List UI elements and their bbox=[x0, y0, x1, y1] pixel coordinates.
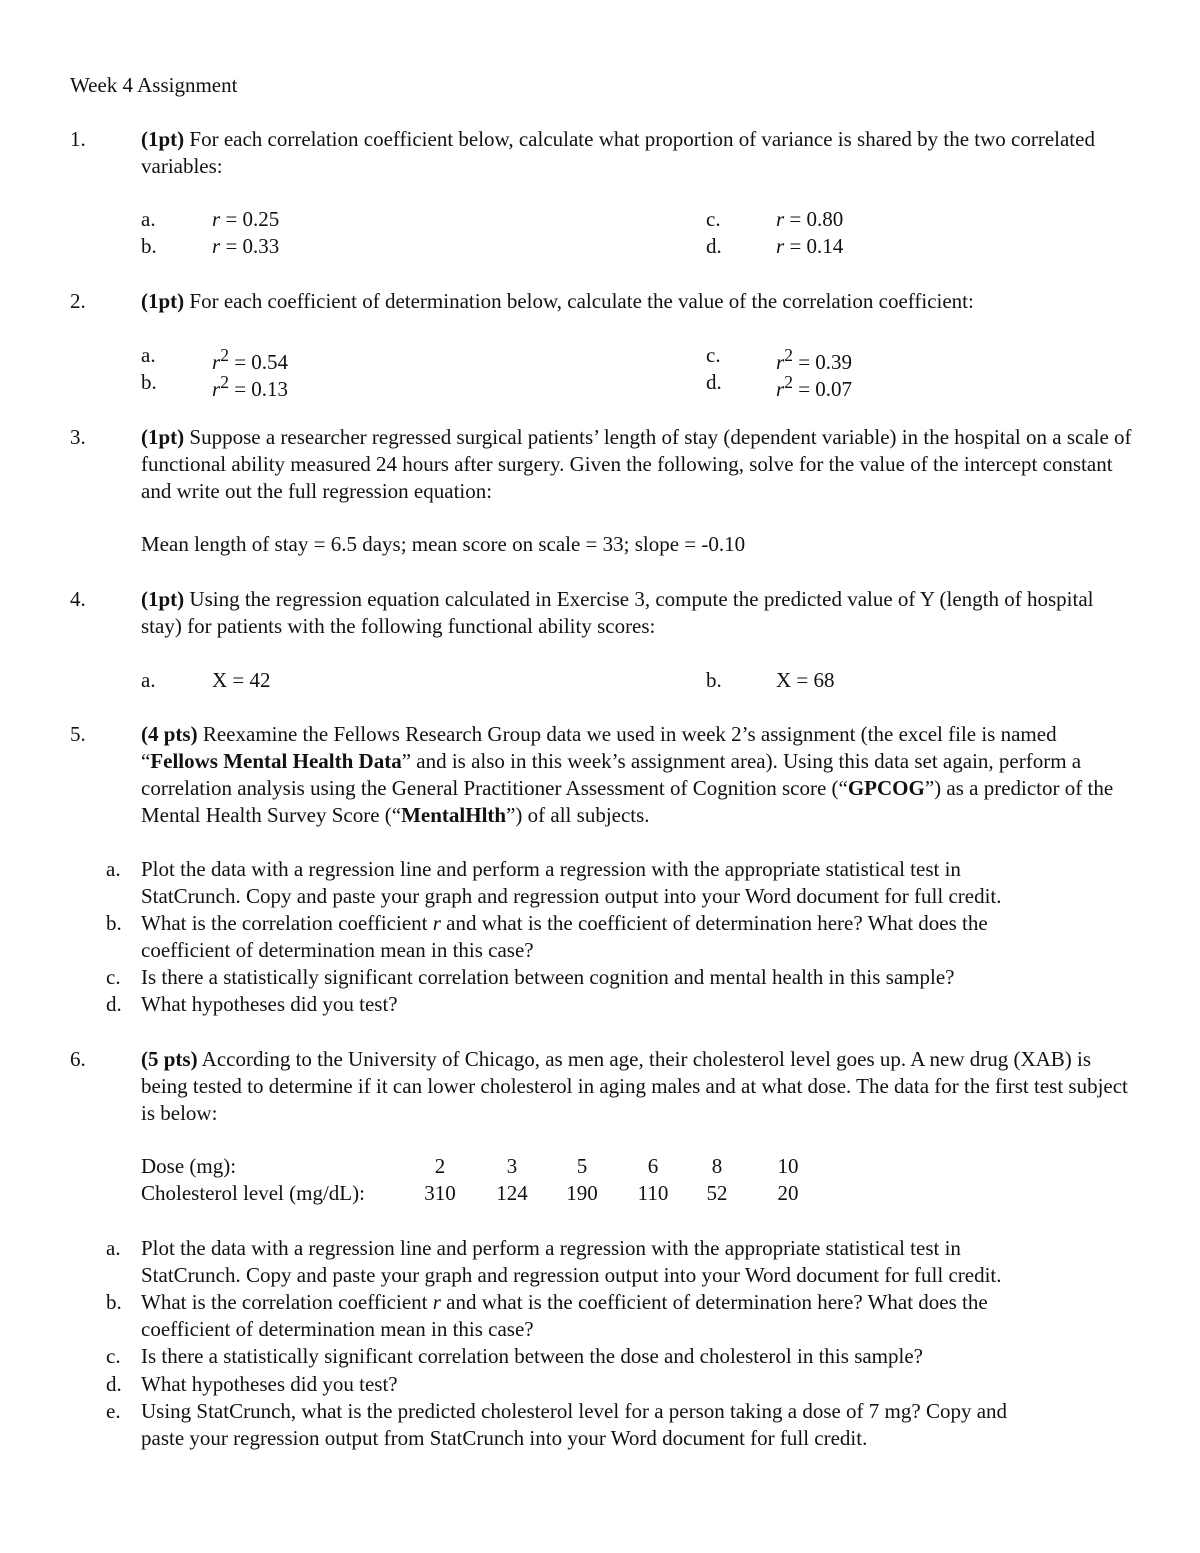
q3-text: Suppose a researcher regressed surgical patients’ length of stay (dependent variable) in the hospital on a scale of functional ability measured 24 hours after surgery. Given the following, solve for the value of the intercept constant and write out the full regression equation: bbox=[141, 425, 1132, 503]
q6-sub-b-line1: What is the correlation coefficient r and what is the coefficient of determination here? What does the bbox=[141, 1290, 988, 1314]
q4-item-b: X = 68 bbox=[776, 668, 835, 692]
q6-sub-a-letter: a. bbox=[106, 1236, 121, 1260]
q6-sub-e-line1: Using StatCrunch, what is the predicted cholesterol level for a person taking a dose of 7 mg? Copy and bbox=[141, 1399, 1008, 1423]
q1-item-a-letter: a. bbox=[141, 207, 156, 231]
q1-item-b: r = 0.33 bbox=[212, 234, 280, 258]
q4-text: Using the regression equation calculated in Exercise 3, compute the predicted value of Y (length of hospital stay) for patients with the following functional ability scores: bbox=[141, 587, 1094, 638]
q5-sub-a-letter: a. bbox=[106, 857, 121, 881]
q6-sub-b-line2: coefficient of determination mean in this case? bbox=[141, 1317, 534, 1341]
q1-item-c: r = 0.80 bbox=[776, 207, 844, 231]
q2-text: For each coefficient of determination below, calculate the value of the correlation coefficient: bbox=[184, 289, 974, 313]
q4-prompt bbox=[141, 586, 1136, 640]
q3-prompt bbox=[141, 424, 1136, 505]
q4-item-a-letter: a. bbox=[141, 668, 156, 692]
q6-sub-e-letter: e. bbox=[106, 1399, 121, 1423]
q5-sub-c-letter: c. bbox=[106, 965, 121, 989]
q6-cholesterol-cell: 52 bbox=[706, 1181, 728, 1205]
q2-item-a: $r^2 = 0.54$ bbox=[212, 345, 289, 374]
q6-cholesterol-cell: 190 bbox=[566, 1181, 598, 1205]
q6-cholesterol-cell: 110 bbox=[637, 1181, 669, 1205]
q1-item-d: r = 0.14 bbox=[776, 234, 844, 258]
q2-item-b: $r^2 = 0.13$ bbox=[212, 372, 289, 401]
q6-number: 6. bbox=[70, 1047, 86, 1071]
q6-dose-cell: 2 bbox=[434, 1154, 446, 1178]
q4-item-a: X = 42 bbox=[212, 668, 271, 692]
q6-cholesterol-cell: 20 bbox=[777, 1181, 799, 1205]
q6-sub-d-line1: What hypotheses did you test? bbox=[141, 1372, 398, 1396]
q1-number: 1. bbox=[70, 127, 86, 151]
q6-cholesterol-label: Cholesterol level (mg/dL): bbox=[141, 1181, 365, 1205]
q6-dose-cell: 5 bbox=[576, 1154, 588, 1178]
q6-sub-e-line2: paste your regression output from StatCrunch into your Word document for full credit. bbox=[141, 1426, 868, 1450]
q6-prompt bbox=[141, 1046, 1136, 1127]
q6-sub-c-line1: Is there a statistically significant correlation between the dose and cholesterol in this sample? bbox=[141, 1344, 923, 1368]
q2-prompt bbox=[141, 288, 974, 315]
document-title: Week 4 Assignment bbox=[70, 73, 238, 97]
q5-points: (4 pts) bbox=[141, 722, 198, 746]
q5-mentalhlth: MentalHlth bbox=[401, 803, 507, 827]
q3-given-values: Mean length of stay = 6.5 days; mean score on scale = 33; slope = -0.10 bbox=[141, 532, 746, 556]
q6-text: According to the University of Chicago, as men age, their cholesterol level goes up. A new drug (XAB) is being tested to determine if it can lower cholesterol in aging males and at what dose. The data for the first test subject is below: bbox=[141, 1047, 1128, 1125]
q3-points: (1pt) bbox=[141, 425, 185, 449]
q2-item-d-letter: d. bbox=[706, 370, 722, 394]
q1-item-c-letter: c. bbox=[706, 207, 721, 231]
q5-sub-a-line1: Plot the data with a regression line and perform a regression with the appropriate statistical test in bbox=[141, 857, 961, 881]
q1-points: (1pt) bbox=[141, 127, 185, 151]
q6-cholesterol-cell: 124 bbox=[496, 1181, 528, 1205]
q1-item-b-letter: b. bbox=[141, 234, 157, 258]
q6-sub-d-letter: d. bbox=[106, 1372, 122, 1396]
q6-dose-cell: 10 bbox=[777, 1154, 799, 1178]
q1-prompt bbox=[141, 126, 1131, 180]
q2-number: 2. bbox=[70, 289, 86, 313]
q6-cholesterol-cell: 310 bbox=[424, 1181, 456, 1205]
q4-points: (1pt) bbox=[141, 587, 185, 611]
q2-points: (1pt) bbox=[141, 289, 185, 313]
q5-sub-a-line2: StatCrunch. Copy and paste your graph and regression output into your Word document for full credit. bbox=[141, 884, 1002, 908]
q6-dose-label: Dose (mg): bbox=[141, 1154, 237, 1178]
q5-sub-b-line1: What is the correlation coefficient r and what is the coefficient of determination here? What does the bbox=[141, 911, 988, 935]
q5-file-name: Fellows Mental Health Data bbox=[150, 749, 402, 773]
q5-number: 5. bbox=[70, 722, 86, 746]
q6-dose-cell: 8 bbox=[711, 1154, 723, 1178]
q6-sub-b-letter: b. bbox=[106, 1290, 122, 1314]
q6-points: (5 pts) bbox=[141, 1047, 198, 1071]
q2-item-a-letter: a. bbox=[141, 343, 156, 367]
q5-sub-c-line1: Is there a statistically significant correlation between cognition and mental health in this sample? bbox=[141, 965, 955, 989]
q4-item-b-letter: b. bbox=[706, 668, 722, 692]
q5-sub-d-line1: What hypotheses did you test? bbox=[141, 992, 398, 1016]
q5-prompt: (4 pts) Reexamine the Fellows Research Group data we used in week 2’s assignment (the excel file is named “Fellows Mental Health Data” and is also in this week’s assignment area). Using this data set again, perform a correlation analysis using the General Practitioner Assessment of Cognition score (“GPCOG”) as a predictor of the Mental Health Survey Score (“MentalHlth”) of all subjects. bbox=[141, 722, 1114, 827]
q6-sub-a-line1: Plot the data with a regression line and perform a regression with the appropriate statistical test in bbox=[141, 1236, 961, 1260]
q2-item-d: $r^2 = 0.07$ bbox=[776, 372, 853, 401]
q6-dose-cell: 6 bbox=[647, 1154, 659, 1178]
q2-item-c: $r^2 = 0.39$ bbox=[776, 345, 853, 374]
q6-dose-cell: 3 bbox=[506, 1154, 518, 1178]
q1-item-a: r = 0.25 bbox=[212, 207, 280, 231]
q1-item-d-letter: d. bbox=[706, 234, 722, 258]
q5-sub-d-letter: d. bbox=[106, 992, 122, 1016]
q4-number: 4. bbox=[70, 587, 86, 611]
q6-sub-c-letter: c. bbox=[106, 1344, 121, 1368]
q6-sub-a-line2: StatCrunch. Copy and paste your graph and regression output into your Word document for full credit. bbox=[141, 1263, 1002, 1287]
q2-item-c-letter: c. bbox=[706, 343, 721, 367]
q1-text: For each correlation coefficient below, calculate what proportion of variance is shared by the two correlated variables: bbox=[141, 127, 1095, 178]
q5-gpcog: GPCOG bbox=[847, 776, 925, 800]
q5-sub-b-letter: b. bbox=[106, 911, 122, 935]
q5-sub-b-line2: coefficient of determination mean in this case? bbox=[141, 938, 534, 962]
q3-number: 3. bbox=[70, 425, 86, 449]
q2-item-b-letter: b. bbox=[141, 370, 157, 394]
